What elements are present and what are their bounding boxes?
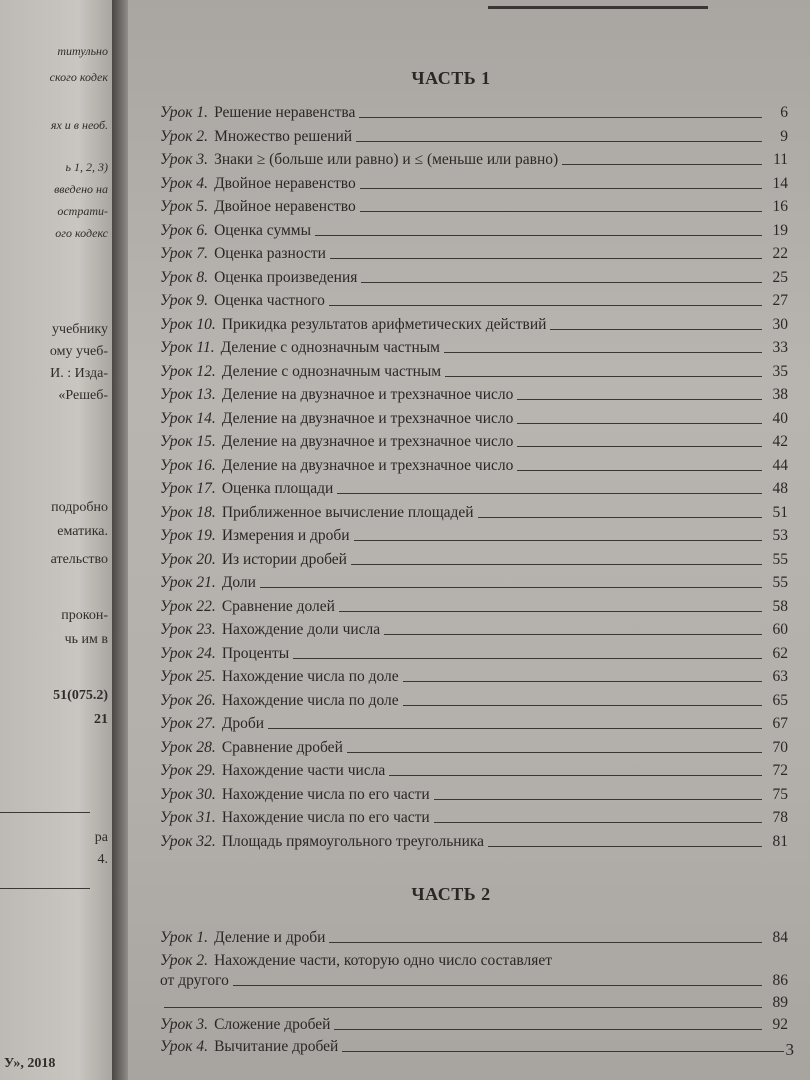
dot-leader [337, 493, 762, 494]
lesson-title: Деление на двузначное и трехзначное число [221, 386, 514, 403]
previous-page-line: ра [94, 830, 108, 845]
lesson-number: Урок 19. [160, 527, 216, 544]
page-number: 55 [772, 550, 788, 568]
lesson-title: Прикидка результатов арифметических действий [221, 315, 547, 333]
dot-leader [384, 634, 762, 635]
divider [0, 812, 90, 813]
header-decoration [488, 0, 708, 9]
lesson-title: Двойное неравенство [214, 198, 356, 215]
previous-page-line: прокон- [61, 608, 108, 623]
dot-leader [403, 705, 762, 706]
previous-page-line: учебнику [52, 322, 108, 337]
dot-leader [347, 752, 762, 753]
lesson-title: Дроби [221, 715, 265, 732]
lesson-title: Нахождение числа по доле [221, 691, 399, 709]
previous-page-line: ях и в необ. [50, 118, 108, 132]
lesson-number: Урок 10. [160, 315, 216, 333]
lesson-title-continued: от другого [160, 972, 229, 989]
dot-leader [517, 446, 762, 447]
lesson-number: Урок 7. [160, 245, 209, 262]
dot-leader [403, 681, 762, 682]
page-folio: 3 [785, 1040, 794, 1059]
toc-entry [160, 641, 788, 663]
toc-entry [160, 1012, 788, 1034]
dot-leader [517, 399, 762, 400]
page-number: 30 [772, 315, 788, 333]
previous-page-line: 51(075.2) [53, 688, 108, 703]
toc-entry [160, 265, 788, 287]
toc-entry [160, 948, 788, 970]
dot-leader [339, 611, 762, 612]
previous-page-line: 4. [97, 852, 108, 867]
toc-entry [160, 147, 788, 169]
dot-leader [329, 305, 762, 306]
lesson-title: Нахождение части числа [221, 762, 386, 779]
page-number: 19 [772, 221, 788, 239]
toc-entry [160, 688, 788, 710]
lesson-number: Урок 11. [160, 339, 215, 356]
lesson-number: Урок 13. [160, 386, 216, 403]
previous-page-line: «Решеб- [58, 388, 108, 403]
lesson-number: Урок 15. [160, 433, 216, 450]
previous-page-line: ь 1, 2, 3) [65, 160, 108, 174]
part-1-heading: ЧАСТЬ 1 [411, 68, 491, 88]
page-number: 48 [772, 480, 788, 497]
lesson-number: Урок 2. [160, 952, 209, 969]
page-number: 53 [772, 527, 788, 544]
toc-entry [160, 925, 788, 947]
toc-entry [160, 617, 788, 639]
toc-entry [160, 758, 788, 780]
lesson-number: Урок 14. [160, 409, 216, 427]
page-number: 33 [772, 339, 788, 356]
lesson-number: Урок 30. [160, 785, 216, 803]
lesson-number: Урок 24. [160, 644, 216, 662]
dot-leader [164, 1007, 762, 1008]
lesson-title: Нахождение числа по его части [221, 785, 430, 803]
lesson-number: Урок 28. [160, 738, 216, 756]
previous-page-line: ематика. [57, 524, 108, 539]
lesson-title: Оценка площади [221, 480, 334, 497]
lesson-title: Приближенное вычисление площадей [221, 503, 474, 521]
page-number: 86 [772, 972, 788, 989]
lesson-title: Оценка частного [214, 292, 325, 309]
lesson-number: Урок 21. [160, 574, 216, 591]
page-number: 58 [772, 597, 788, 615]
lesson-number: Урок 1. [160, 104, 209, 121]
toc-entry [160, 664, 788, 686]
page-number: 40 [772, 409, 788, 427]
lesson-title: Деление с однозначным частным [221, 362, 442, 380]
lesson-title: Деление на двузначное и трехзначное число [221, 409, 514, 427]
dot-leader [444, 352, 762, 353]
toc-entry [160, 312, 788, 334]
previous-page-line: И. : Изда- [50, 366, 108, 381]
lesson-title: Знаки ≥ (больше или равно) и ≤ (меньше или равно) [214, 151, 559, 168]
lesson-number: Урок 2. [160, 127, 209, 145]
toc-entry [160, 1034, 788, 1056]
dot-leader [445, 376, 762, 377]
toc-entry-extra-page [160, 990, 788, 1012]
page-number: 84 [772, 929, 788, 946]
page-number: 62 [772, 644, 788, 662]
lesson-title: Площадь прямоугольного треугольника [221, 832, 485, 850]
lesson-title: Двойное неравенство [214, 174, 356, 192]
toc-entry [160, 523, 788, 545]
page-number: 22 [772, 245, 788, 262]
page-number: 72 [772, 762, 788, 779]
toc-entry [160, 406, 788, 428]
dot-leader [329, 942, 762, 943]
toc-entry [160, 735, 788, 757]
toc-entry [160, 476, 788, 498]
page-number: 67 [772, 715, 788, 732]
dot-leader [354, 540, 762, 541]
lesson-number: Урок 3. [160, 151, 209, 168]
dot-leader [260, 587, 762, 588]
page-number: 6 [780, 104, 788, 121]
lesson-number: Урок 4. [160, 174, 209, 192]
page-number: 11 [773, 151, 788, 168]
page-number: 81 [772, 832, 788, 850]
previous-page-edge [0, 0, 112, 1080]
previous-page-line: введено на [54, 182, 108, 196]
lesson-title: Оценка произведения [214, 268, 358, 286]
page-number: 14 [772, 174, 788, 192]
page-number: 9 [780, 127, 788, 145]
lesson-title: Сложение дробей [214, 1016, 331, 1033]
page-number: 42 [772, 433, 788, 450]
toc-entry-continuation [160, 968, 788, 990]
dot-leader [334, 1029, 762, 1030]
page-number: 44 [772, 456, 788, 474]
lesson-number: Урок 1. [160, 929, 209, 946]
dot-leader [359, 117, 762, 118]
previous-page-line: титульно [57, 44, 108, 58]
lesson-title: Деление на двузначное и трехзначное число [221, 433, 514, 450]
dot-leader [517, 470, 762, 471]
toc-entry [160, 241, 788, 263]
lesson-number: Урок 9. [160, 292, 209, 309]
toc-entry [160, 829, 788, 851]
dot-leader [330, 258, 762, 259]
page-number: 35 [772, 362, 788, 380]
dot-leader [293, 658, 762, 659]
page-number: 89 [772, 994, 788, 1011]
page-number: 75 [772, 785, 788, 803]
toc-entry [160, 711, 788, 733]
page-number: 63 [772, 668, 788, 685]
dot-leader [356, 141, 762, 142]
previous-page-line: чь им в [64, 632, 108, 647]
dot-leader [315, 235, 762, 236]
lesson-number: Урок 31. [160, 809, 216, 826]
dot-leader [517, 423, 762, 424]
previous-page-line: ому учеб- [49, 344, 108, 359]
lesson-title: Нахождение доли числа [221, 621, 381, 638]
lesson-title: Из истории дробей [221, 550, 347, 568]
lesson-title: Оценка суммы [214, 221, 312, 239]
lesson-title: Деление на двузначное и трехзначное число [221, 456, 514, 474]
previous-page-line: ого кодекс [55, 226, 108, 240]
lesson-title: Нахождение числа по его части [221, 809, 430, 826]
lesson-title: Нахождение числа по доле [221, 668, 399, 685]
toc-entry [160, 429, 788, 451]
toc-entry [160, 124, 788, 146]
page-number: 25 [772, 268, 788, 286]
previous-page-line: ательство [50, 552, 108, 567]
lesson-title: Деление с однозначным частным [220, 339, 440, 356]
toc-entry [160, 100, 788, 122]
lesson-number: Урок 4. [160, 1038, 209, 1055]
lesson-number: Урок 29. [160, 762, 216, 779]
lesson-number: Урок 16. [160, 456, 216, 474]
contents-page [128, 0, 810, 1080]
previous-page-line: У», 2018 [4, 1056, 56, 1071]
dot-leader [360, 188, 762, 189]
lesson-title: Проценты [221, 644, 290, 662]
dot-leader [342, 1051, 784, 1052]
dot-leader [434, 822, 762, 823]
lesson-number: Урок 20. [160, 550, 216, 568]
toc-entry [160, 500, 788, 522]
page-number: 70 [772, 738, 788, 756]
page-number: 27 [772, 292, 788, 309]
dot-leader [268, 728, 762, 729]
toc-entry [160, 805, 788, 827]
dot-leader [360, 211, 762, 212]
lesson-title: Измерения и дроби [221, 527, 350, 544]
page-number: 55 [772, 574, 788, 591]
lesson-title: Нахождение части, которую одно число составляет [214, 952, 553, 969]
toc-entry [160, 594, 788, 616]
lesson-title: Сравнение дробей [221, 738, 343, 756]
toc-entry [160, 382, 788, 404]
lesson-number: Урок 32. [160, 832, 216, 850]
lesson-title: Доли [221, 574, 256, 591]
previous-page-line: подробно [51, 500, 108, 515]
page-number: 60 [772, 621, 788, 638]
dot-leader [233, 985, 762, 986]
lesson-title: Множество решений [214, 127, 353, 145]
dot-leader [361, 282, 762, 283]
toc-entry [160, 218, 788, 240]
page-number: 16 [772, 198, 788, 215]
toc-entry [160, 453, 788, 475]
toc-entry [160, 570, 788, 592]
part-2-heading: ЧАСТЬ 2 [411, 884, 491, 904]
dot-leader [550, 329, 762, 330]
lesson-number: Урок 22. [160, 597, 216, 615]
toc-entry [160, 335, 788, 357]
lesson-title: Решение неравенства [214, 104, 356, 121]
toc-entry [160, 782, 788, 804]
lesson-number: Урок 26. [160, 691, 216, 709]
lesson-title: Деление и дроби [214, 929, 326, 946]
lesson-title: Вычитание дробей [214, 1038, 339, 1055]
toc-entry [160, 171, 788, 193]
lesson-number: Урок 25. [160, 668, 216, 685]
dot-leader [389, 775, 762, 776]
lesson-number: Урок 17. [160, 480, 216, 497]
lesson-number: Урок 3. [160, 1016, 209, 1033]
lesson-number: Урок 5. [160, 198, 209, 215]
lesson-number: Урок 12. [160, 362, 216, 380]
toc-entry [160, 547, 788, 569]
dot-leader [478, 517, 762, 518]
lesson-number: Урок 8. [160, 268, 209, 286]
page-number: 78 [772, 809, 788, 826]
lesson-number: Урок 6. [160, 221, 209, 239]
dot-leader [351, 564, 762, 565]
toc-entry [160, 359, 788, 381]
page-number: 38 [772, 386, 788, 403]
dot-leader [434, 799, 762, 800]
page-number: 51 [772, 503, 788, 521]
divider [0, 888, 90, 889]
dot-leader [488, 846, 762, 847]
lesson-number: Урок 27. [160, 715, 216, 732]
previous-page-line: острати- [57, 204, 108, 218]
previous-page-line: ского кодек [49, 70, 108, 84]
dot-leader [562, 164, 762, 165]
page-number: 65 [772, 691, 788, 709]
lesson-number: Урок 23. [160, 621, 216, 638]
previous-page-line: 21 [94, 712, 108, 727]
toc-entry [160, 288, 788, 310]
lesson-title: Сравнение долей [221, 597, 335, 615]
lesson-title: Оценка разности [214, 245, 326, 262]
lesson-number: Урок 18. [160, 503, 216, 521]
page-number: 92 [772, 1016, 788, 1033]
toc-entry [160, 194, 788, 216]
